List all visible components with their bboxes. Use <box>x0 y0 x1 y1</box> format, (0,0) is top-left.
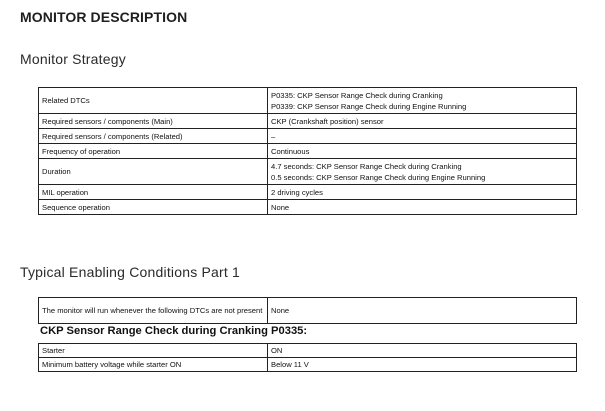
frequency-label: Frequency of operation <box>39 144 268 159</box>
related-sensors-label: Required sensors / components (Related) <box>39 129 268 144</box>
mil-operation-value: 2 driving cycles <box>268 185 577 200</box>
related-dtcs-value <box>268 88 577 114</box>
monitor-strategy-table <box>38 87 577 215</box>
starter-value: ON <box>268 344 577 358</box>
duration-value <box>268 159 577 185</box>
table-row <box>39 144 577 159</box>
battery-voltage-label: Minimum battery voltage while starter ON <box>39 358 268 372</box>
sequence-operation-value: None <box>268 200 577 215</box>
table-row <box>39 114 577 129</box>
enabling-conditions-heading: Typical Enabling Conditions Part 1 <box>20 264 241 280</box>
frequency-value: Continuous <box>268 144 577 159</box>
duration-label: Duration <box>39 159 268 185</box>
dtc-not-present-label: The monitor will run whenever the following DTCs are not present <box>39 298 268 324</box>
dtc-p0339-text: P0339: CKP Sensor Range Check during Engine Running <box>271 101 467 111</box>
duration-running-text: 0.5 seconds: CKP Sensor Range Check during Engine Running <box>271 172 486 182</box>
table-row <box>39 358 577 372</box>
table-row <box>39 129 577 144</box>
main-sensors-label: Required sensors / components (Main) <box>39 114 268 129</box>
battery-voltage-value: Below 11 V <box>268 358 577 372</box>
sequence-operation-label: Sequence operation <box>39 200 268 215</box>
page-title: MONITOR DESCRIPTION <box>20 9 188 25</box>
mil-operation-label: MIL operation <box>39 185 268 200</box>
table-row <box>39 298 577 324</box>
main-sensors-value: CKP (Crankshaft position) sensor <box>268 114 577 129</box>
dtc-not-present-value: None <box>268 298 577 324</box>
monitor-strategy-heading: Monitor Strategy <box>20 51 126 67</box>
starter-label: Starter <box>39 344 268 358</box>
table-row <box>39 344 577 358</box>
cranking-subheading: CKP Sensor Range Check during Cranking P0335: <box>40 325 308 337</box>
related-dtcs-label: Related DTCs <box>39 88 268 114</box>
related-sensors-value: – <box>268 129 577 144</box>
table-row <box>39 88 577 114</box>
duration-cranking-text: 4.7 seconds: CKP Sensor Range Check during Cranking <box>271 161 462 171</box>
table-row <box>39 185 577 200</box>
table-row <box>39 200 577 215</box>
cranking-conditions-table <box>38 343 577 372</box>
table-row <box>39 159 577 185</box>
dtc-p0335-text: P0335: CKP Sensor Range Check during Cranking <box>271 90 443 100</box>
enabling-conditions-table <box>38 297 577 324</box>
